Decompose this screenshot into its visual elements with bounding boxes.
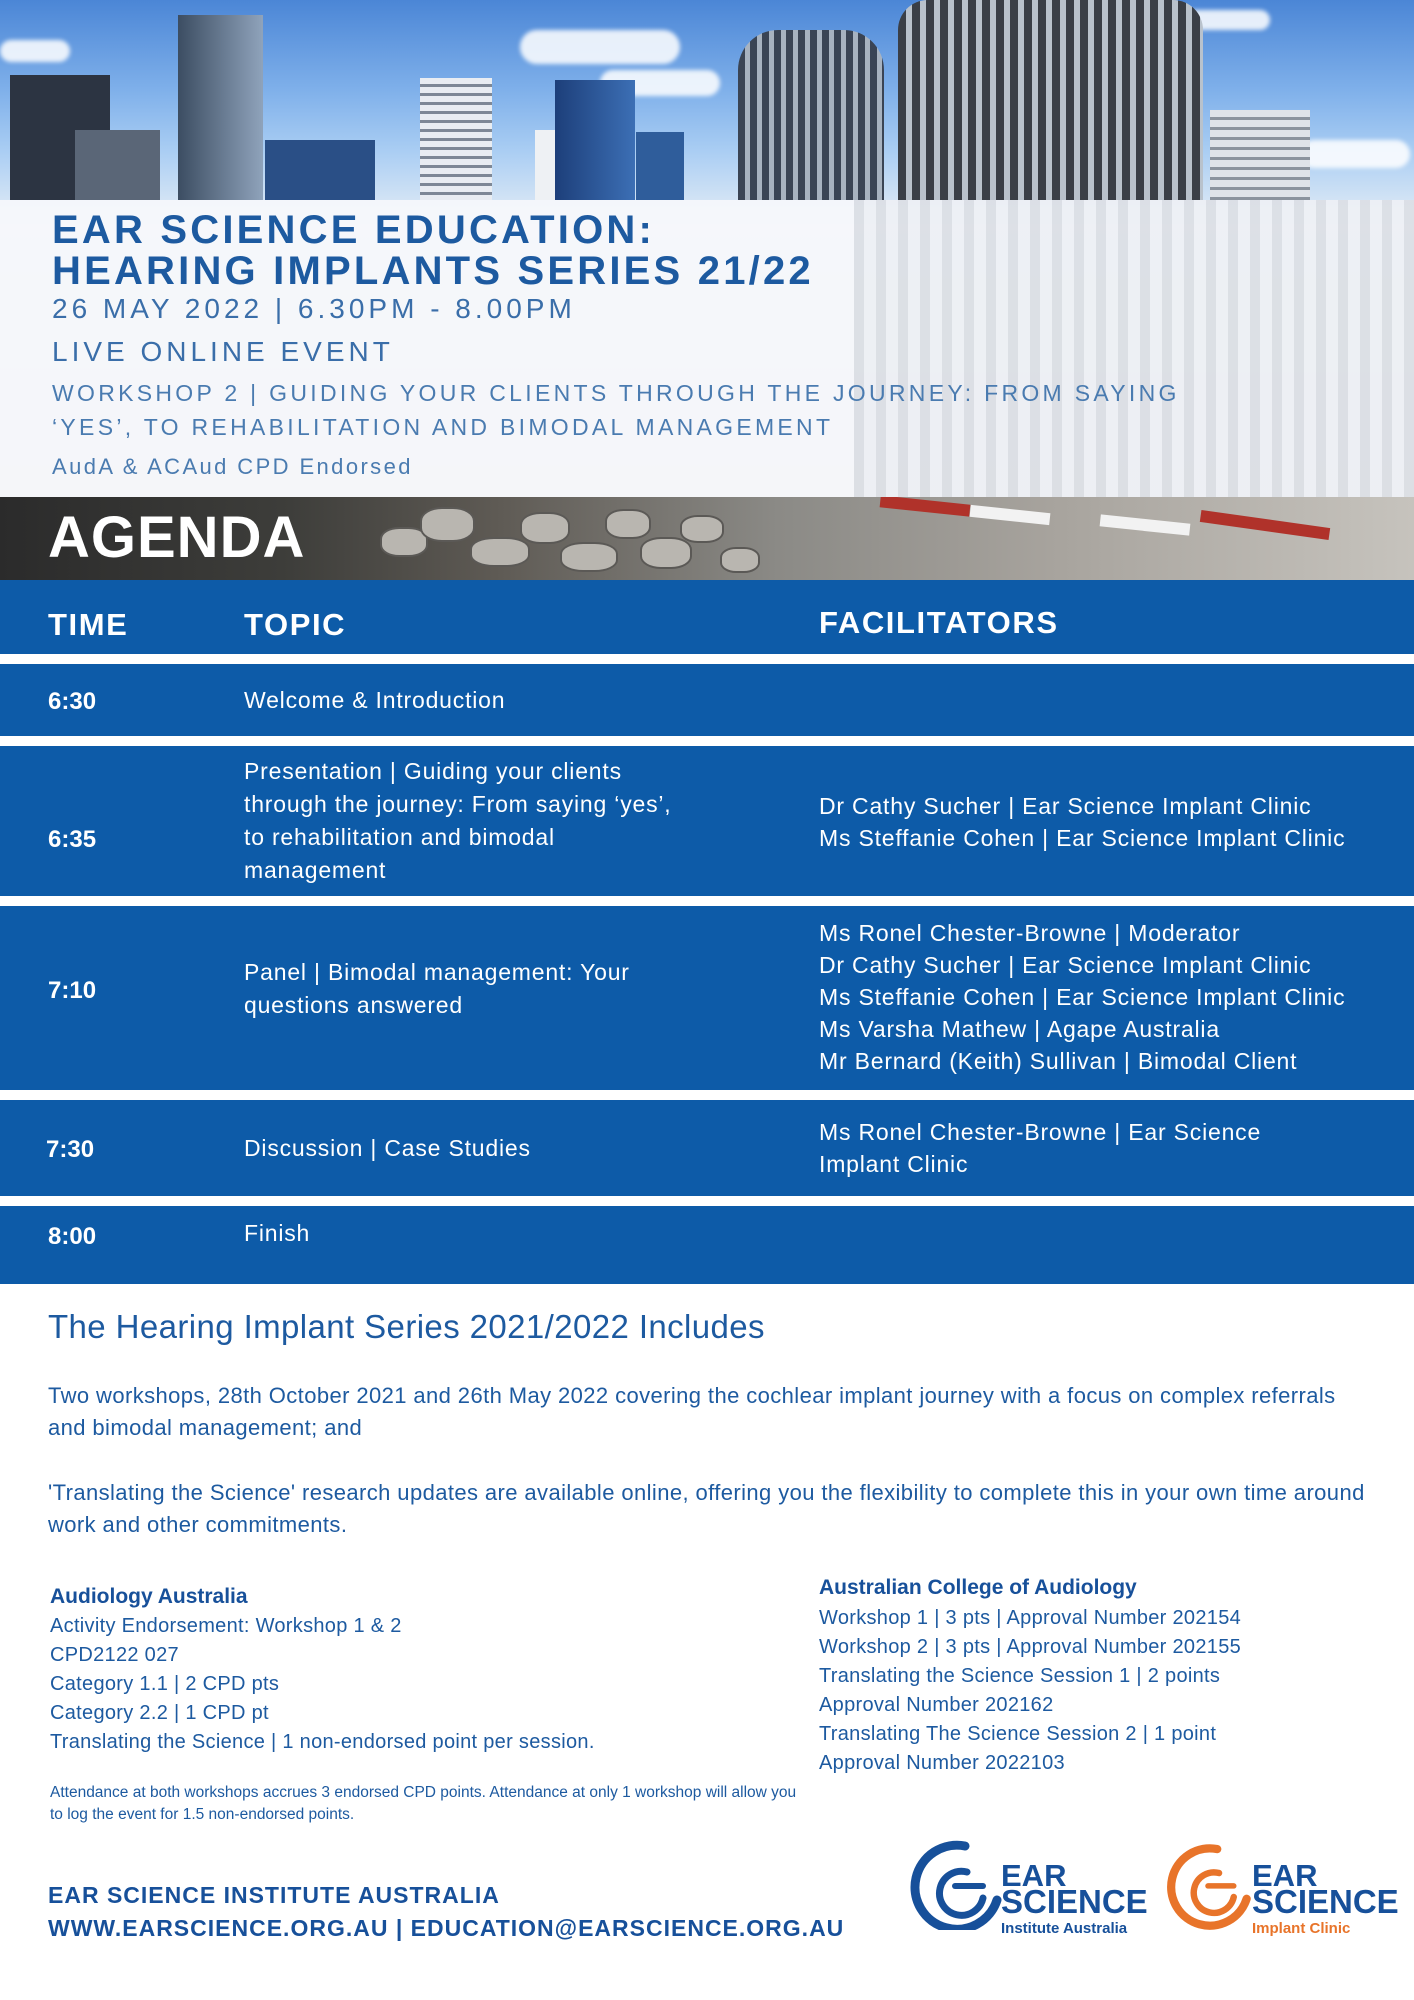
audiology-australia-details: Activity Endorsement: Workshop 1 & 2 CPD2122 027 Category 1.1 | 2 CPD pts Category 2.2 | 1 CPD pt Translating the Science | 1 non-endorsed point per session.: [50, 1615, 595, 1753]
ear-science-swirl-icon: [905, 1840, 1005, 1930]
agenda-time: 7:30: [46, 1136, 95, 1163]
agenda-row: [0, 1206, 1414, 1284]
series-paragraph-translating: 'Translating the Science' research updates are available online, offering you the flexibility to complete this in your own time around work and other commitments.: [48, 1480, 1365, 1537]
agenda-title: AGENDA: [48, 505, 306, 570]
ear-science-swirl-orange-icon: [1162, 1840, 1254, 1930]
cpd-endorsement: AudA & ACAud CPD Endorsed: [52, 454, 413, 479]
ear-science-institute-logo: EAR SCIENCE Institute Australia: [905, 1840, 1145, 1930]
agenda-topic: Presentation | Guiding your clients through the journey: From saying ‘yes’, to rehabilitation and bimodal management: [244, 758, 672, 883]
workshop-title-line-1: WORKSHOP 2 | GUIDING YOUR CLIENTS THROUGH THE JOURNEY: FROM SAYING: [52, 380, 1180, 406]
agenda-time: 8:00: [48, 1223, 97, 1250]
agenda-time: 6:30: [48, 688, 97, 715]
agenda-facilitators: Ms Ronel Chester-Browne | Moderator Dr Cathy Sucher | Ear Science Implant Clinic Ms Steffanie Cohen | Ear Science Implant Clinic Ms Varsha Mathew | Agape Australia Mr Bernard (Keith) Sullivan | Bimodal Client: [819, 920, 1346, 1074]
agenda-topic: Welcome & Introduction: [244, 687, 506, 713]
column-header-time: TIME: [48, 607, 129, 642]
agenda-time: 7:10: [48, 977, 97, 1004]
organization-name: EAR SCIENCE INSTITUTE AUSTRALIA: [48, 1882, 500, 1908]
acaud-details: Workshop 1 | 3 pts | Approval Number 202154 Workshop 2 | 3 pts | Approval Number 202155 Translating the Science Session 1 | 2 points Approval Number 202162 Translating The Science Session 2 | 1 point Approval Number 2022103: [819, 1607, 1242, 1774]
event-title-line-1: EAR SCIENCE EDUCATION:: [52, 208, 656, 252]
column-header-facilitators: FACILITATORS: [819, 605, 1059, 640]
audiology-australia-heading: Audiology Australia: [50, 1585, 248, 1608]
event-date-time: 26 MAY 2022 | 6.30PM - 8.00PM: [52, 293, 576, 324]
column-header-topic: TOPIC: [244, 607, 347, 642]
agenda-facilitators: Dr Cathy Sucher | Ear Science Implant Clinic Ms Steffanie Cohen | Ear Science Implant Clinic: [819, 793, 1346, 851]
agenda-topic: Discussion | Case Studies: [244, 1135, 531, 1161]
series-heading: The Hearing Implant Series 2021/2022 Includes: [48, 1308, 765, 1345]
contact-links[interactable]: WWW.EARSCIENCE.ORG.AU | EDUCATION@EARSCIENCE.ORG.AU: [48, 1915, 845, 1941]
acaud-heading: Australian College of Audiology: [819, 1576, 1137, 1599]
event-type: LIVE ONLINE EVENT: [52, 336, 394, 367]
series-paragraph-workshops: Two workshops, 28th October 2021 and 26th May 2022 covering the cochlear implant journey with a focus on complex referrals and bimodal management; and: [48, 1383, 1336, 1440]
ear-science-implant-clinic-logo: EAR SCIENCE Implant Clinic: [1162, 1840, 1402, 1930]
agenda-row: [0, 664, 1414, 736]
agenda-facilitators: Ms Ronel Chester-Browne | Ear Science Implant Clinic: [819, 1119, 1262, 1177]
agenda-topic: Finish: [244, 1220, 311, 1246]
agenda-time: 6:35: [48, 826, 97, 853]
attendance-note: Attendance at both workshops accrues 3 endorsed CPD points. Attendance at only 1 workshop will allow you to log the event for 1.5 non-endorsed points.: [50, 1784, 797, 1823]
workshop-title-line-2: ‘YES’, TO REHABILITATION AND BIMODAL MANAGEMENT: [52, 414, 834, 440]
event-title-line-2: HEARING IMPLANTS SERIES 21/22: [52, 249, 814, 293]
agenda-topic: Panel | Bimodal management: Your questions answered: [244, 959, 630, 1018]
agenda-header-row: [0, 580, 1414, 654]
